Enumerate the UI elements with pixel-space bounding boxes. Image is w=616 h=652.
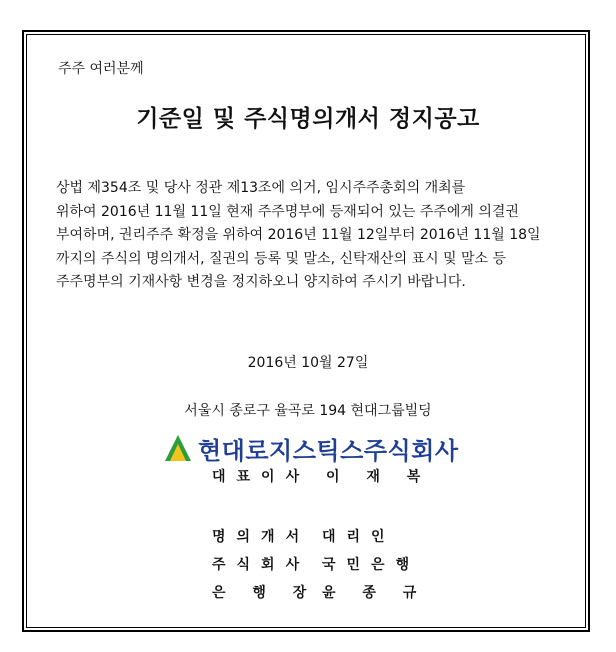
triangle-logo-icon [164,434,192,462]
agent-name: 국민은행 [322,557,421,573]
company-logo [164,432,459,464]
notice-title: 기준일 및 주식명의개서 정지공고 [136,106,480,132]
agent-name: 대리인 [322,529,396,545]
agent-row [212,554,421,574]
agent-name: 윤 종 규 [322,585,428,601]
body-line: 주주명부의 기재사항 변경을 정지하오니 양지하여 주시기 바랍니다. [56,274,466,290]
agent-role: 은 행 장 [212,585,318,601]
body-line: 상법 제354조 및 당사 정관 제13조에 의거, 임시주주총회의 개최를 [56,180,466,196]
notice-date: 2016년 10월 27일 [247,355,369,371]
agent-row [212,526,396,546]
ceo-signature: 대표이사 이 재 복 [212,469,432,485]
notice-body [56,177,566,295]
salutation: 주주 여러분께 [58,61,144,77]
agent-role: 주식회사 [212,557,311,573]
agent-row [212,582,428,602]
body-line: 위하여 2016년 11월 11일 현재 주주명부에 등재되어 있는 주주에게 의결권 [56,203,519,220]
company-address: 서울시 종로구 율곡로 194 현대그룹빌딩 [184,403,432,419]
body-line: 부여하며, 권리주주 확정을 위하여 2016년 11월 12일부터 2016년 11월 18일 [56,227,541,243]
body-line: 까지의 주식의 명의개서, 질권의 등록 및 말소, 신탁재산의 표시 및 말소 등 [56,250,507,267]
agent-role: 명의개서 [212,529,311,545]
company-name: 현대로지스틱스주식회사 [198,436,459,465]
